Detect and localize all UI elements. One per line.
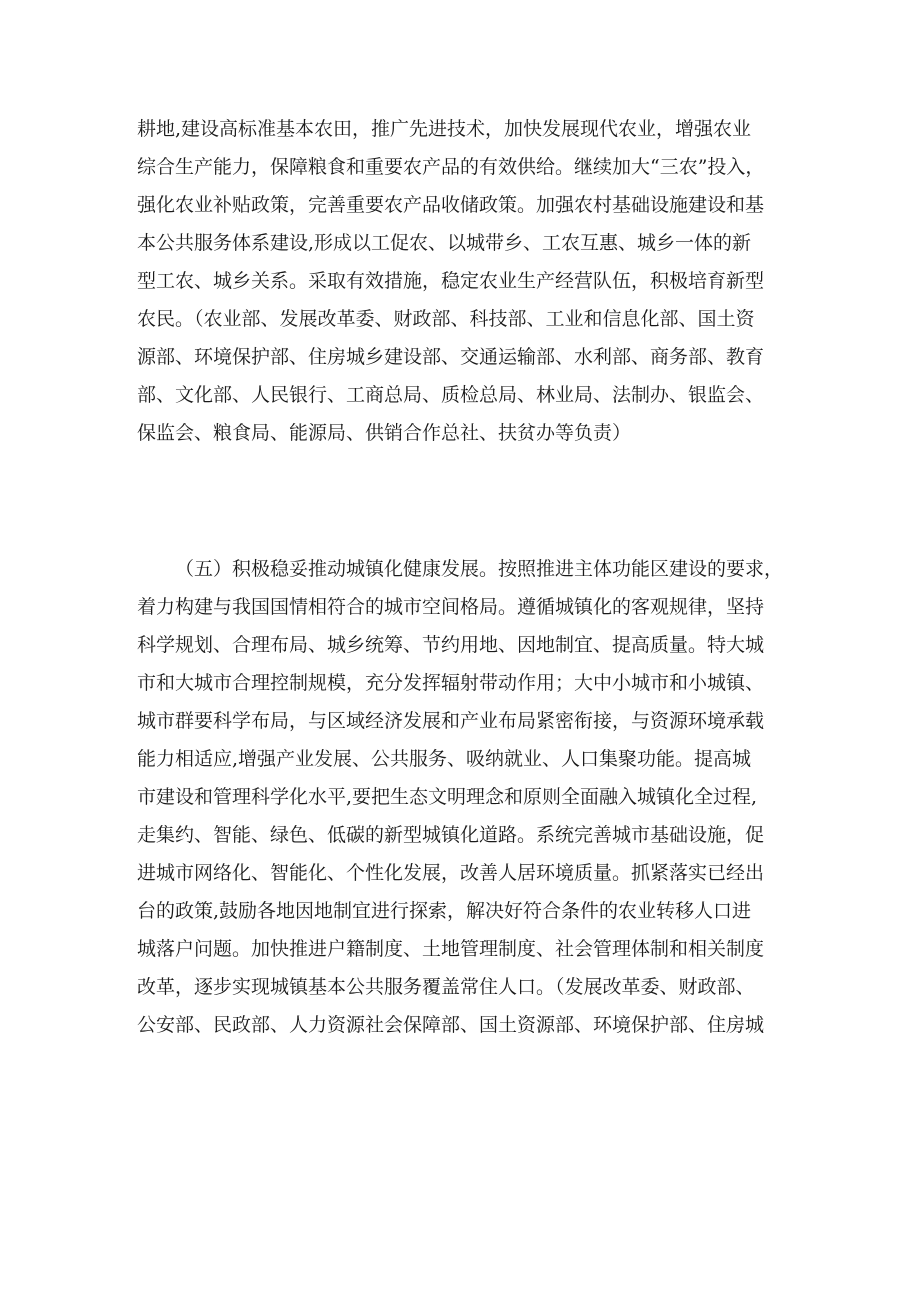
- text-line: 农民。（农业部、发展改革委、财政部、科技部、工业和信息化部、国土资: [137, 308, 755, 330]
- paragraph-agriculture: [137, 110, 797, 452]
- text-line: 城市群要科学布局，与区域经济发展和产业布局紧密衔接，与资源环境承载: [137, 710, 765, 732]
- text-line: 本公共服务体系建设,形成以工促农、以城带乡、工农互惠、城乡一体的新: [137, 232, 752, 254]
- paragraph-urbanization: [137, 550, 797, 1044]
- text-line: 着力构建与我国国情相符合的城市空间格局。遵循城镇化的客观规律，坚持: [137, 596, 765, 618]
- text-line: 耕地,建设高标准基本农田，推广先进技术，加快发展现代农业，增强农业: [137, 118, 752, 140]
- text-line: 走集约、智能、绿色、低碳的新型城镇化道路。系统完善城市基础设施，促: [137, 824, 765, 846]
- text-line: 城落户问题。加快推进户籍制度、土地管理制度、社会管理体制和相关制度: [137, 938, 765, 960]
- text-line: 综合生产能力，保障粮食和重要农产品的有效供给。继续加大“三农”投入，: [137, 156, 765, 178]
- text-line: 能力相适应,增强产业发展、公共服务、吸纳就业、人口集聚功能。提高城: [137, 748, 752, 770]
- text-line: 科学规划、合理布局、城乡统筹、节约用地、因地制宜、提高质量。特大城: [137, 634, 765, 656]
- text-line: 源部、环境保护部、住房城乡建设部、交通运输部、水利部、商务部、教育: [137, 346, 765, 368]
- text-line: 型工农、城乡关系。采取有效措施，稳定农业生产经营队伍，积极培育新型: [137, 270, 765, 292]
- text-line: 市和大城市合理控制规模，充分发挥辐射带动作用；大中小城市和小城镇、: [137, 672, 765, 694]
- text-line: 进城市网络化、智能化、个性化发展，改善人居环境质量。抓紧落实已经出: [137, 862, 765, 884]
- text-line: 市建设和管理科学化水平,要把生态文明理念和原则全面融入城镇化全过程,: [137, 786, 758, 808]
- text-line: 强化农业补贴政策，完善重要农产品收储政策。加强农村基础设施建设和基: [137, 194, 765, 216]
- text-line: 部、文化部、人民银行、工商总局、质检总局、林业局、法制办、银监会、: [137, 384, 765, 406]
- text-line: 改革，逐步实现城镇基本公共服务覆盖常住人口。（发展改革委、财政部、: [137, 976, 755, 998]
- text-line-indented: （五）积极稳妥推动城镇化健康发展。按照推进主体功能区建设的要求，: [175, 558, 784, 580]
- text-line: 保监会、粮食局、能源局、供销合作总社、扶贫办等负责）: [137, 422, 632, 444]
- text-line: 公安部、民政部、人力资源社会保障部、国土资源部、环境保护部、住房城: [137, 1014, 765, 1036]
- text-line: 台的政策,鼓励各地因地制宜进行探索，解决好符合条件的农业转移人口进: [137, 900, 752, 922]
